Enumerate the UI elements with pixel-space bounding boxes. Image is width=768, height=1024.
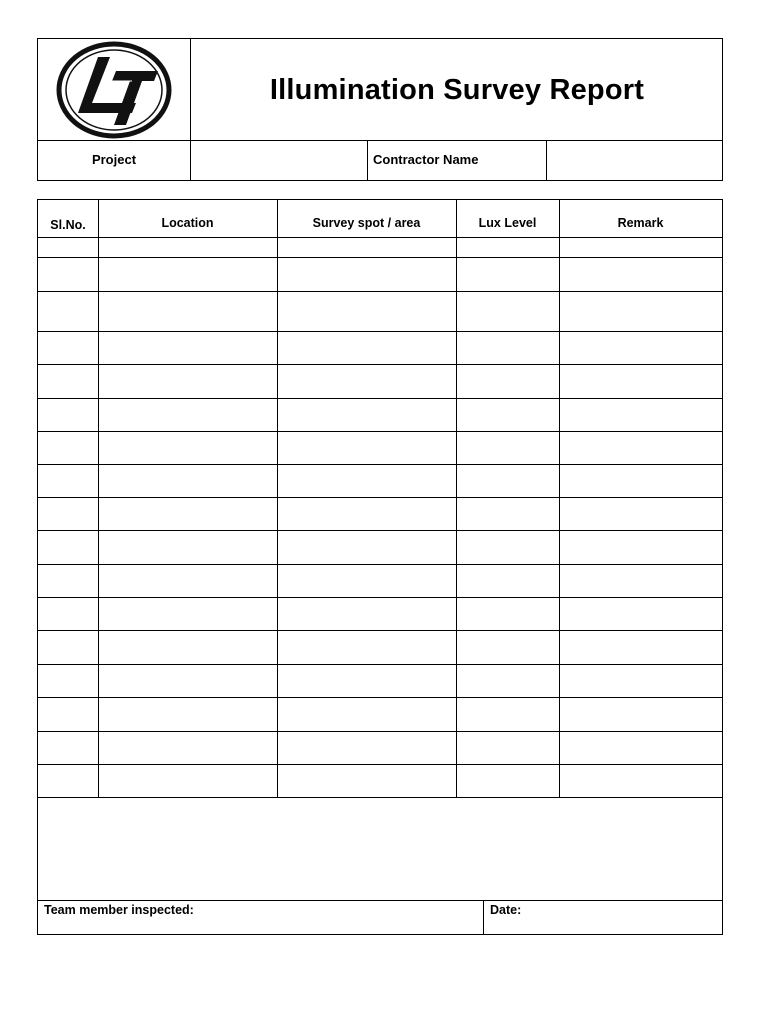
column-header-lux-level: Lux Level <box>478 216 537 230</box>
column-header-remark: Remark <box>617 216 664 230</box>
project-label: Project <box>91 152 137 167</box>
report-header <box>37 38 723 181</box>
lt-logo <box>56 41 172 139</box>
date-label: Date: <box>490 903 522 917</box>
team-member-label: Team member inspected: <box>44 903 194 917</box>
column-header-location: Location <box>161 216 214 230</box>
column-header-slno: Sl.No. <box>50 218 86 232</box>
survey-table <box>37 199 723 935</box>
report-title: Illumination Survey Report <box>269 73 645 106</box>
notes-area[interactable] <box>44 804 716 894</box>
column-header-survey-spot: Survey spot / area <box>312 216 421 230</box>
contractor-name-label: Contractor Name <box>373 152 479 167</box>
